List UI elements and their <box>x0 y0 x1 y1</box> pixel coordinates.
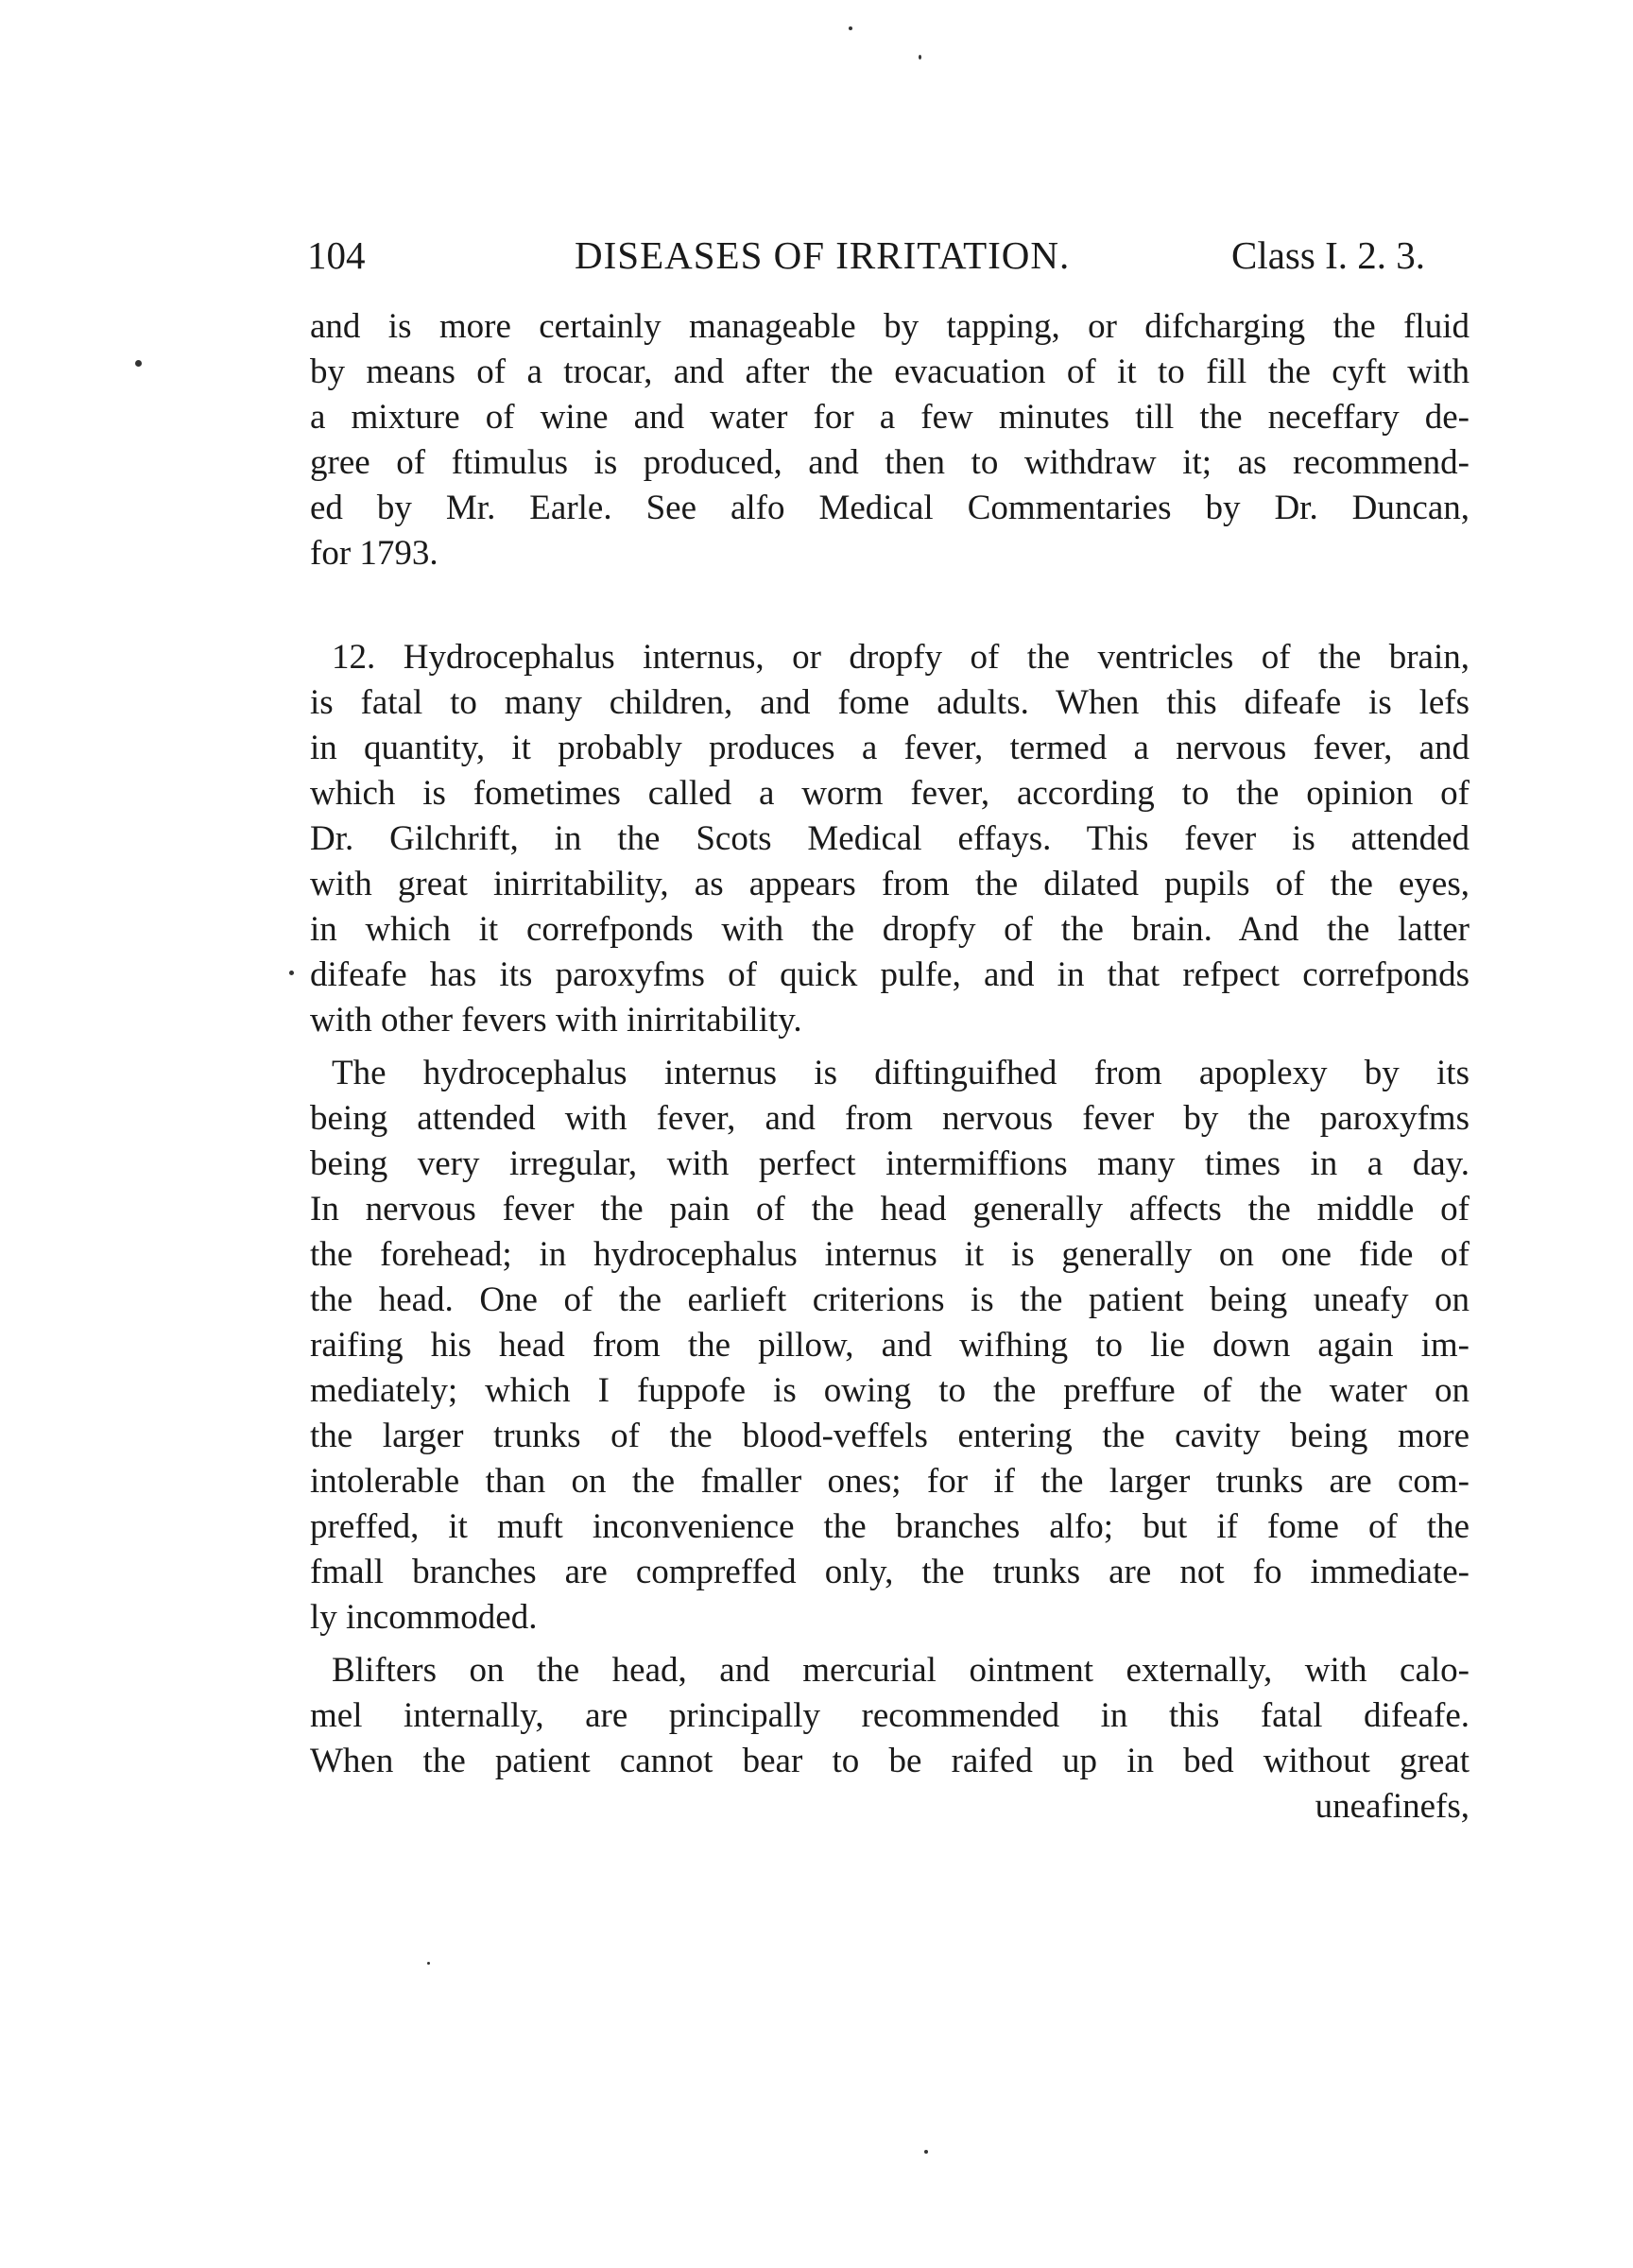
text-line: in quantity, it probably produces a fever, termed a nervous fever, and <box>310 729 1470 767</box>
text-line: the forehead; in hydrocephalus internus it is generally on one fide of <box>310 1235 1470 1274</box>
text-line: gree of ftimulus is produced, and then to withdraw it; as recommend- <box>310 443 1470 482</box>
text-line: which is fometimes called a worm fever, according to the opinion of <box>310 774 1470 813</box>
running-title: DISEASES OF IRRITATION. <box>575 233 1071 277</box>
ink-speck <box>924 2150 928 2154</box>
text-line: mediately; which I fuppofe is owing to the preffure of the water on <box>310 1371 1470 1410</box>
text-line: the head. One of the earlieft criterions is the patient being uneafy on <box>310 1280 1470 1319</box>
text-line: preffed, it muft inconvenience the branches alfo; but if fome of the <box>310 1507 1470 1546</box>
text-line: and is more certainly manageable by tapping, or difcharging the fluid <box>310 307 1470 346</box>
ink-speck <box>427 1962 430 1965</box>
text-line: in which it correfponds with the dropfy of the brain. And the latter <box>310 910 1470 949</box>
section-reference: Class I. 2. 3. <box>1231 233 1425 277</box>
text-line: being very irregular, with perfect intermiffions many times in a day. <box>310 1144 1470 1183</box>
text-line: the larger trunks of the blood-veffels entering the cavity being more <box>310 1417 1470 1455</box>
text-line: Dr. Gilchrift, in the Scots Medical effays. This fever is attended <box>310 819 1470 858</box>
text-line: difeafe has its paroxyfms of quick pulfe, and in that refpect correfponds <box>310 955 1470 994</box>
running-header <box>307 227 1479 284</box>
text-line: ed by Mr. Earle. See alfo Medical Commentaries by Dr. Duncan, <box>310 489 1470 527</box>
text-line: with great inirritability, as appears from the dilated pupils of the eyes, <box>310 865 1470 903</box>
text-line: by means of a trocar, and after the evacuation of it to fill the cyft with <box>310 352 1470 391</box>
text-line: intolerable than on the fmaller ones; for if the larger trunks are com- <box>310 1462 1470 1501</box>
text-line: for 1793. <box>310 534 438 573</box>
text-line: raifing his head from the pillow, and wifhing to lie down again im- <box>310 1326 1470 1365</box>
ink-speck <box>919 55 921 60</box>
page-number: 104 <box>307 233 366 277</box>
ink-speck <box>135 360 142 367</box>
text-line: ly incommoded. <box>310 1598 538 1637</box>
text-line: When the patient cannot bear to be raifed up in bed without great <box>310 1742 1470 1780</box>
ink-speck <box>289 971 294 975</box>
text-line: a mixture of wine and water for a few minutes till the neceffary de- <box>310 398 1470 437</box>
text-line: 12. Hydrocephalus internus, or dropfy of the ventricles of the brain, <box>332 638 1470 677</box>
catchword: uneafinefs, <box>1315 1787 1470 1826</box>
ink-speck <box>849 26 852 30</box>
text-line: mel internally, are principally recommended in this fatal difeafe. <box>310 1696 1470 1735</box>
text-line: In nervous fever the pain of the head generally affects the middle of <box>310 1190 1470 1228</box>
text-line: Blifters on the head, and mercurial ointment externally, with calo- <box>332 1651 1470 1690</box>
text-line: The hydrocephalus internus is diftinguifhed from apoplexy by its <box>332 1054 1470 1092</box>
text-line: with other fevers with inirritability. <box>310 1001 802 1040</box>
text-line: fmall branches are compreffed only, the trunks are not fo immediate- <box>310 1553 1470 1591</box>
text-line: is fatal to many children, and fome adults. When this difeafe is lefs <box>310 683 1470 722</box>
text-line: being attended with fever, and from nervous fever by the paroxyfms <box>310 1099 1470 1138</box>
